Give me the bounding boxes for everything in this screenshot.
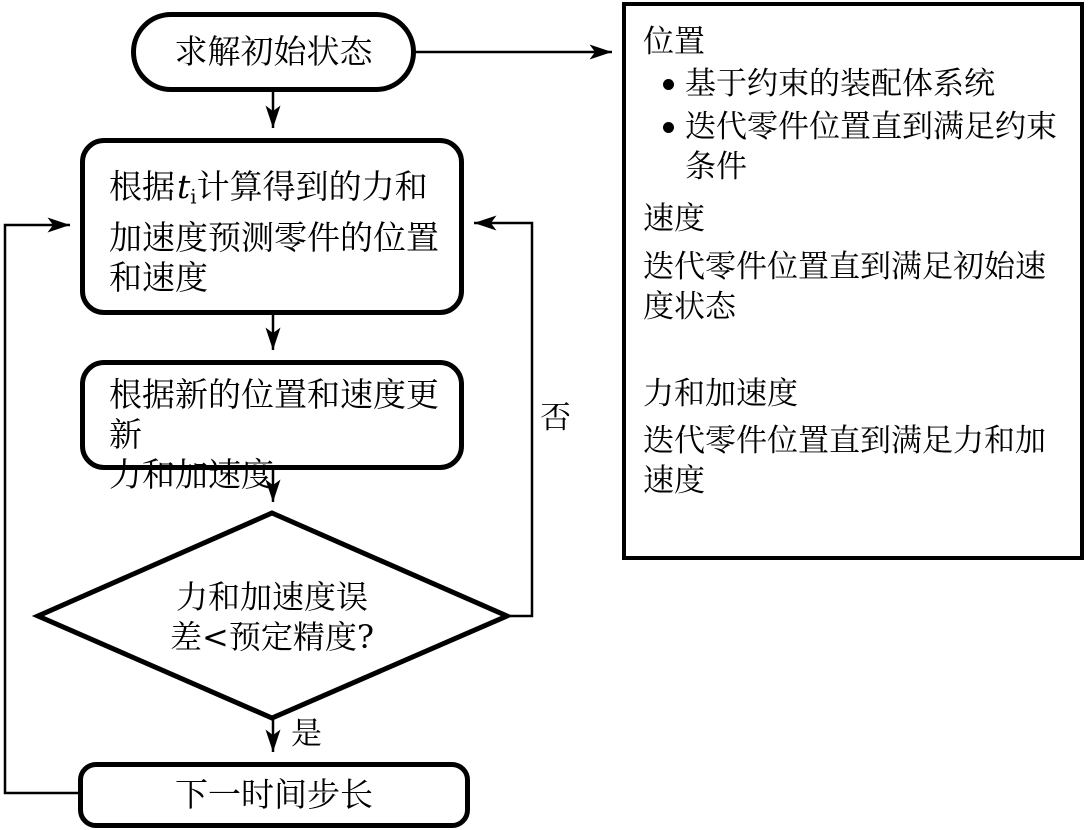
notes-panel (622, 2, 1084, 560)
update-node-line2: 力和加速度 (109, 455, 274, 494)
bullet-item-text: 基于约束的装配体系统 (685, 66, 995, 102)
decision-node-line1: 力和加速度误 (175, 578, 368, 616)
panel-heading-position: 位置 (643, 24, 705, 60)
bullet-icon (663, 122, 674, 133)
panel-paragraph-velocity: 迭代零件位置直到满足初始速 度状态 (643, 249, 1046, 325)
predict-node-line2: 加速度预测零件的位置 (109, 217, 439, 257)
time-variable-subscript: i (190, 185, 197, 209)
bullet-item-iterate-position (663, 107, 1057, 187)
update-node-line1: 根据新的位置和速度更新 (109, 375, 439, 454)
edge-label-yes: 是 (291, 716, 322, 752)
connector-loop-next-step-to-predict (5, 225, 78, 793)
start-node (131, 12, 416, 92)
next-time-step-node (78, 762, 470, 828)
accuracy-decision-node (92, 577, 452, 657)
next-time-step-label: 下一时间步长 (175, 775, 373, 814)
edge-label-no: 否 (540, 400, 571, 436)
predict-node-line3: 和速度 (109, 257, 208, 297)
bullet-item-constraint-system (663, 64, 995, 104)
update-forces-node (80, 360, 464, 494)
start-node-label: 求解初始状态 (174, 32, 373, 71)
connector-loop-no-to-predict (474, 223, 532, 616)
predict-state-node (80, 138, 464, 315)
bullet-item-text: 迭代零件位置直到满足约束 条件 (685, 109, 1057, 185)
panel-heading-force: 力和加速度 (643, 376, 798, 412)
panel-heading-velocity: 速度 (643, 201, 705, 237)
bullet-icon (663, 79, 674, 90)
predict-node-line1: 根据$t_i$计算得到的力和 (109, 167, 428, 209)
decision-node-line2: 差<预定精度? (170, 618, 374, 656)
panel-paragraph-force: 迭代零件位置直到满足力和加 速度 (643, 423, 1046, 499)
time-variable: t (177, 167, 191, 206)
